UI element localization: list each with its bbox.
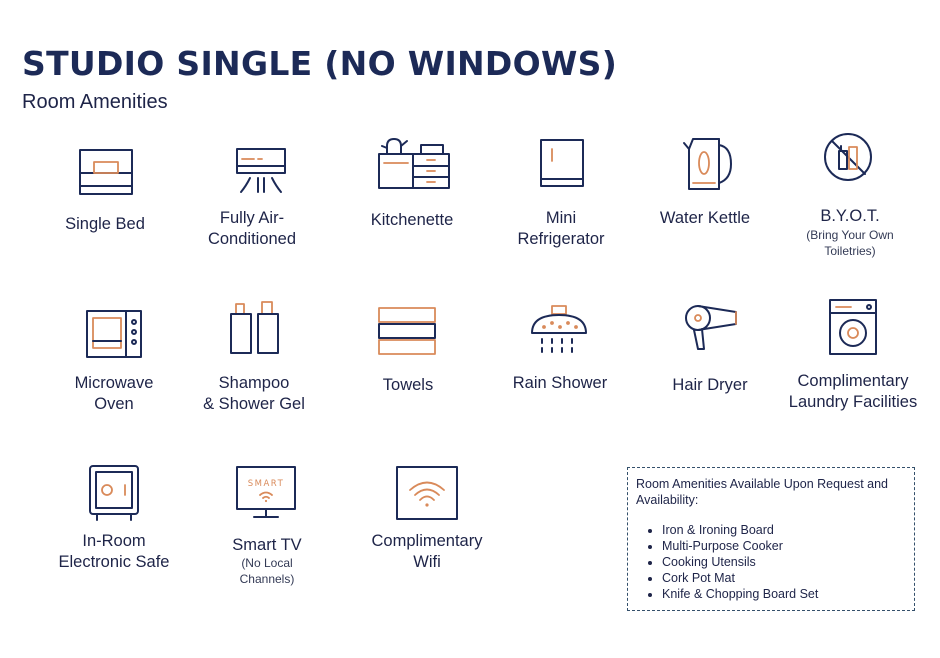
safe-icon <box>89 465 141 523</box>
amenity-label: Oven <box>94 395 134 413</box>
list-item: • Multi-Purpose Cooker <box>662 538 906 554</box>
amenity-label: Fully Air- <box>219 209 285 227</box>
amenity-label: In-Room <box>82 532 146 550</box>
amenity-label: Microwave <box>74 374 154 392</box>
on-request-list <box>636 522 906 602</box>
amenity-label: Refrigerator <box>517 230 605 248</box>
page-title: STUDIO SINGLE (NO WINDOWS) <box>22 44 618 83</box>
amenity-note: (No Local <box>241 556 293 570</box>
amenity-note: (Bring Your Own <box>806 228 894 242</box>
amenity-label: Smart TV <box>232 536 302 554</box>
kettle-icon <box>683 137 733 193</box>
bed-icon <box>79 148 135 196</box>
smart-tv-icon <box>236 466 298 520</box>
amenity-label: Single Bed <box>65 215 145 233</box>
no-toiletries-icon <box>821 133 879 185</box>
amenity-label: Rain Shower <box>512 374 608 392</box>
list-item: • Iron & Ironing Board <box>662 522 906 538</box>
on-request-heading: Room Amenities Available Upon Request and Availability: <box>636 477 889 507</box>
amenity-label: Wifi <box>413 553 441 571</box>
towels-icon <box>378 307 438 357</box>
smart-tv-screen-text: SMART <box>247 479 285 489</box>
air-conditioner-icon <box>236 148 288 194</box>
amenity-label: Kitchenette <box>370 211 454 229</box>
amenity-label: Hair Dryer <box>672 376 748 394</box>
shampoo-bottles-icon <box>229 299 285 357</box>
amenity-label: Shampoo <box>218 374 290 392</box>
microwave-icon <box>86 310 144 358</box>
amenity-note: Toiletries) <box>824 244 876 258</box>
list-item: • Cork Pot Mat <box>662 570 906 586</box>
kitchenette-icon <box>377 136 453 192</box>
page-subtitle: Room Amenities <box>22 91 168 113</box>
amenity-label: Complimentary <box>797 372 909 390</box>
amenity-label: Electronic Safe <box>58 553 170 571</box>
amenity-label: Complimentary <box>371 532 483 550</box>
washing-machine-icon <box>829 299 879 357</box>
amenity-label: Mini <box>545 209 577 227</box>
hair-dryer-icon <box>684 303 742 355</box>
list-item: • Cooking Utensils <box>662 554 906 570</box>
amenity-label: Laundry Facilities <box>788 393 918 411</box>
amenity-label: Conditioned <box>207 230 297 248</box>
amenity-label: B.Y.O.T. <box>820 207 880 225</box>
wifi-icon <box>396 466 460 522</box>
rain-shower-icon <box>530 305 590 357</box>
on-request-amenities-box <box>627 467 915 611</box>
amenity-label: Towels <box>382 376 434 394</box>
list-item: • Knife & Chopping Board Set <box>662 586 906 602</box>
amenity-label: & Shower Gel <box>203 395 305 413</box>
amenity-note: Channels) <box>239 572 295 586</box>
amenity-label: Water Kettle <box>659 209 751 227</box>
refrigerator-icon <box>540 139 586 189</box>
